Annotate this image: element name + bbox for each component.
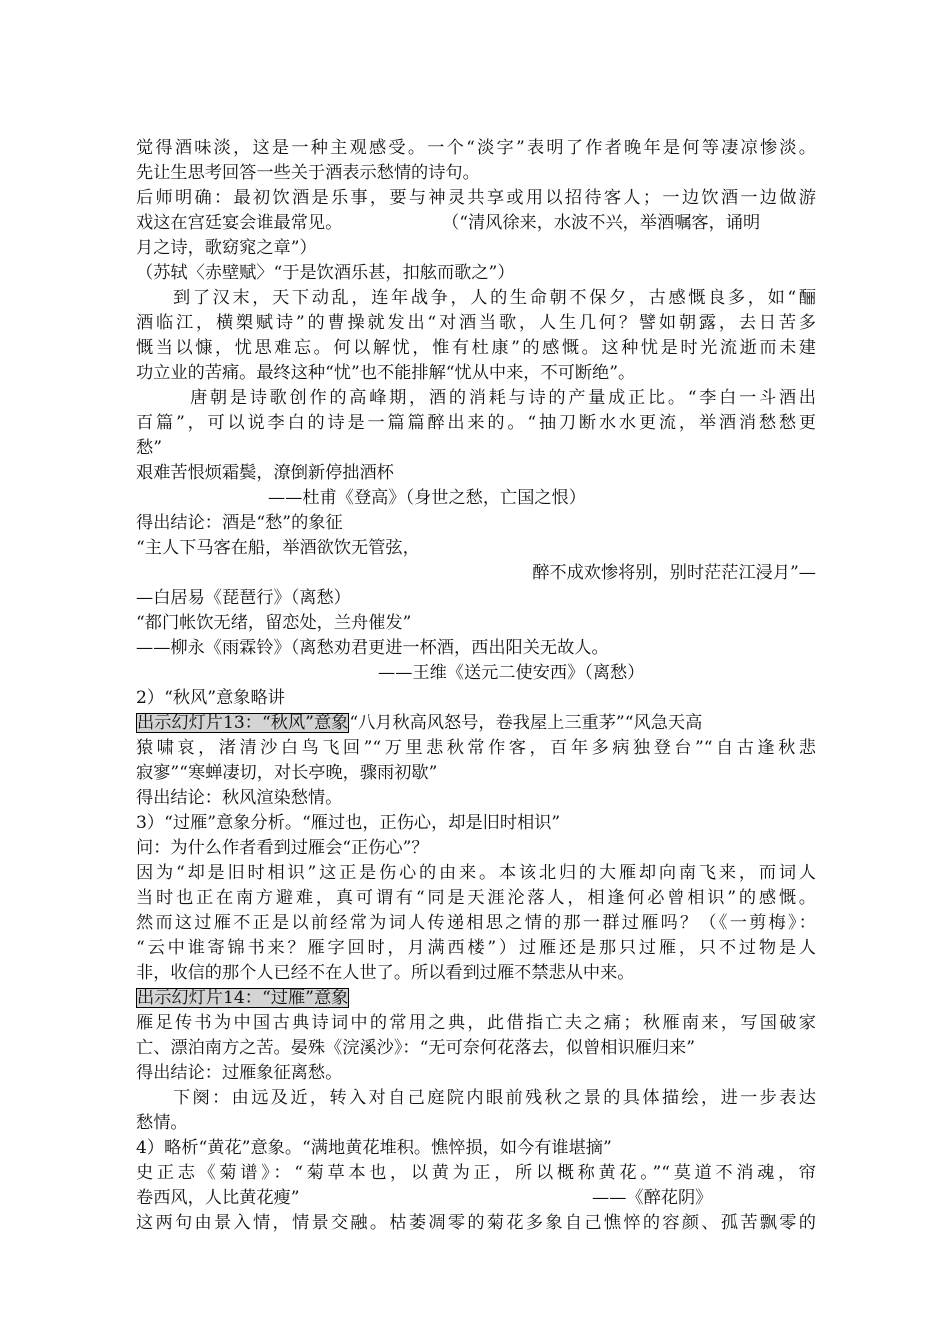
conclusion-line: 得出结论：秋风渲染愁情。 bbox=[136, 788, 343, 808]
text-line: 到了汉末，天下动乱，连年战争，人的生命朝不保夕，古感慨良多，如“酾 bbox=[173, 288, 816, 308]
text-line: 月之诗，歌窈窕之章”） bbox=[136, 238, 317, 258]
text-line: 当时也正在南方避难，真可谓有“同是天涯沦落人，相逢何必曾相识”的感慨。 bbox=[136, 888, 816, 908]
section-heading: 2）“秋风”意象略讲 bbox=[136, 688, 285, 708]
text-line: 这两句由景入情，情景交融。枯萎凋零的菊花多象自己憔悴的容颜、孤苦飘零的 bbox=[136, 1213, 816, 1233]
attribution-line: —白居易《琵琶行》（离愁） bbox=[136, 588, 351, 608]
text-line: 非，收信的那个人已经不在人世了。所以看到过雁不禁悲从中来。 bbox=[136, 963, 635, 983]
text-line: 觉得酒味淡，这是一种主观感受。一个“淡字”表明了作者晚年是何等凄凉惨淡。 bbox=[136, 138, 816, 158]
text-line: 慨当以慷，忧思难忘。何以解忧，惟有杜康”的感慨。这种忧是时光流逝而未建 bbox=[136, 338, 816, 358]
text-line: 酒临江，横槊赋诗”的曹操就发出“对酒当歌，人生几何？譬如朝露，去日苦多 bbox=[136, 313, 816, 333]
text-line: 后师明确：最初饮酒是乐事，要与神灵共享或用以招待客人；一边饮酒一边做游 bbox=[136, 188, 816, 208]
text-line: 下阕：由远及近，转入对自己庭院内眼前残秋之景的具体描绘，进一步表达 bbox=[173, 1088, 816, 1108]
text-line: 寂寥”“寒蝉凄切，对长亭晚，骤雨初歇” bbox=[136, 763, 438, 783]
text-line: 卷西风，人比黄花瘦” bbox=[136, 1188, 300, 1208]
attribution-line: ——柳永《雨霖铃》（离愁劝君更进一杯酒，西出阳关无故人。 bbox=[136, 638, 609, 658]
text-line: 艰难苦恨烦霜鬓，潦倒新停拙酒杯 bbox=[136, 463, 394, 483]
attribution-line: ——王维《送元二使安西》（离愁） bbox=[378, 663, 645, 683]
text-line: 因为“却是旧时相识”这正是伤心的由来。本该北归的大雁却向南飞来，而词人 bbox=[136, 863, 816, 883]
slide-label-14: 出示幻灯片14：“过雁”意象 bbox=[137, 988, 349, 1008]
attribution-line: ——《醉花阴》 bbox=[592, 1188, 713, 1208]
attribution-line: ——杜甫《登高》（身世之愁，亡国之恨） bbox=[268, 488, 586, 508]
text-line: 戏这在宫廷宴会谁最常见。 bbox=[136, 213, 343, 233]
slide-label-13: 出示幻灯片13：“秋风”意象 bbox=[137, 713, 349, 733]
text-line: 醉不成欢惨将别，别时茫茫江浸月”— bbox=[532, 563, 816, 583]
conclusion-line: 得出结论：酒是“愁”的象征 bbox=[136, 513, 343, 533]
text-line: （苏轼〈赤壁赋〉“于是饮酒乐甚，扣舷而歌之”） bbox=[136, 263, 515, 283]
text-line: （“清风徐来，水波不兴，举酒嘱客，诵明 bbox=[442, 213, 761, 233]
text-line: 百篇”，可以说李白的诗是一篇篇醉出来的。“抽刀断水水更流，举酒消愁愁更 bbox=[136, 413, 816, 433]
section-heading: 4）略析“黄花”意象。“满地黄花堆积。憔悴损，如今有谁堪摘” bbox=[136, 1138, 612, 1158]
text-line: 然而这过雁不正是以前经常为词人传递相思之情的那一群过雁吗？（《一剪梅》： bbox=[136, 913, 816, 933]
text-line: 史正志《菊谱》：“菊草本也，以黄为正，所以概称黄花。”“莫道不消魂，帘 bbox=[136, 1163, 816, 1183]
text-line: “云中谁寄锦书来？雁字回时，月满西楼”）过雁还是那只过雁，只不过物是人 bbox=[136, 938, 816, 958]
text-line: 雁足传书为中国古典诗词中的常用之典，此借指亡夫之痛；秋雁南来，写国破家 bbox=[136, 1013, 816, 1033]
text-line: 唐朝是诗歌创作的高峰期，酒的消耗与诗的产量成正比。“李白一斗酒出 bbox=[190, 388, 816, 408]
text-line: 猿啸哀，渚清沙白鸟飞回”“万里悲秋常作客，百年多病独登台”“自古逢秋悲 bbox=[136, 738, 816, 758]
text-line bbox=[136, 986, 816, 1011]
text-line: 亡、漂泊南方之苦。晏殊《浣溪沙》：“无可奈何花落去，似曾相识雁归来” bbox=[136, 1038, 695, 1058]
conclusion-line: 得出结论：过雁象征离愁。 bbox=[136, 1063, 343, 1083]
text-line: “主人下马客在船，举酒欲饮无管弦， bbox=[136, 538, 420, 558]
text-line bbox=[136, 711, 816, 736]
text-line: 愁” bbox=[136, 438, 162, 458]
text-line: 愁情。 bbox=[136, 1113, 188, 1133]
text-line: “都门帐饮无绪，留恋处，兰舟催发” bbox=[136, 613, 412, 633]
section-heading: 3）“过雁”意象分析。“雁过也，正伤心，却是旧时相识” bbox=[136, 813, 561, 833]
text-line: 先让生思考回答一些关于酒表示愁情的诗句。 bbox=[136, 163, 480, 183]
text-fragment: “八月秋高风怒号，卷我屋上三重茅”“风急天高 bbox=[349, 713, 703, 733]
text-line: 功立业的苦痛。最终这种“忧”也不能排解“忧从中来，不可断绝”。 bbox=[136, 363, 636, 383]
question-line: 问：为什么作者看到过雁会“正伤心”？ bbox=[136, 838, 429, 858]
